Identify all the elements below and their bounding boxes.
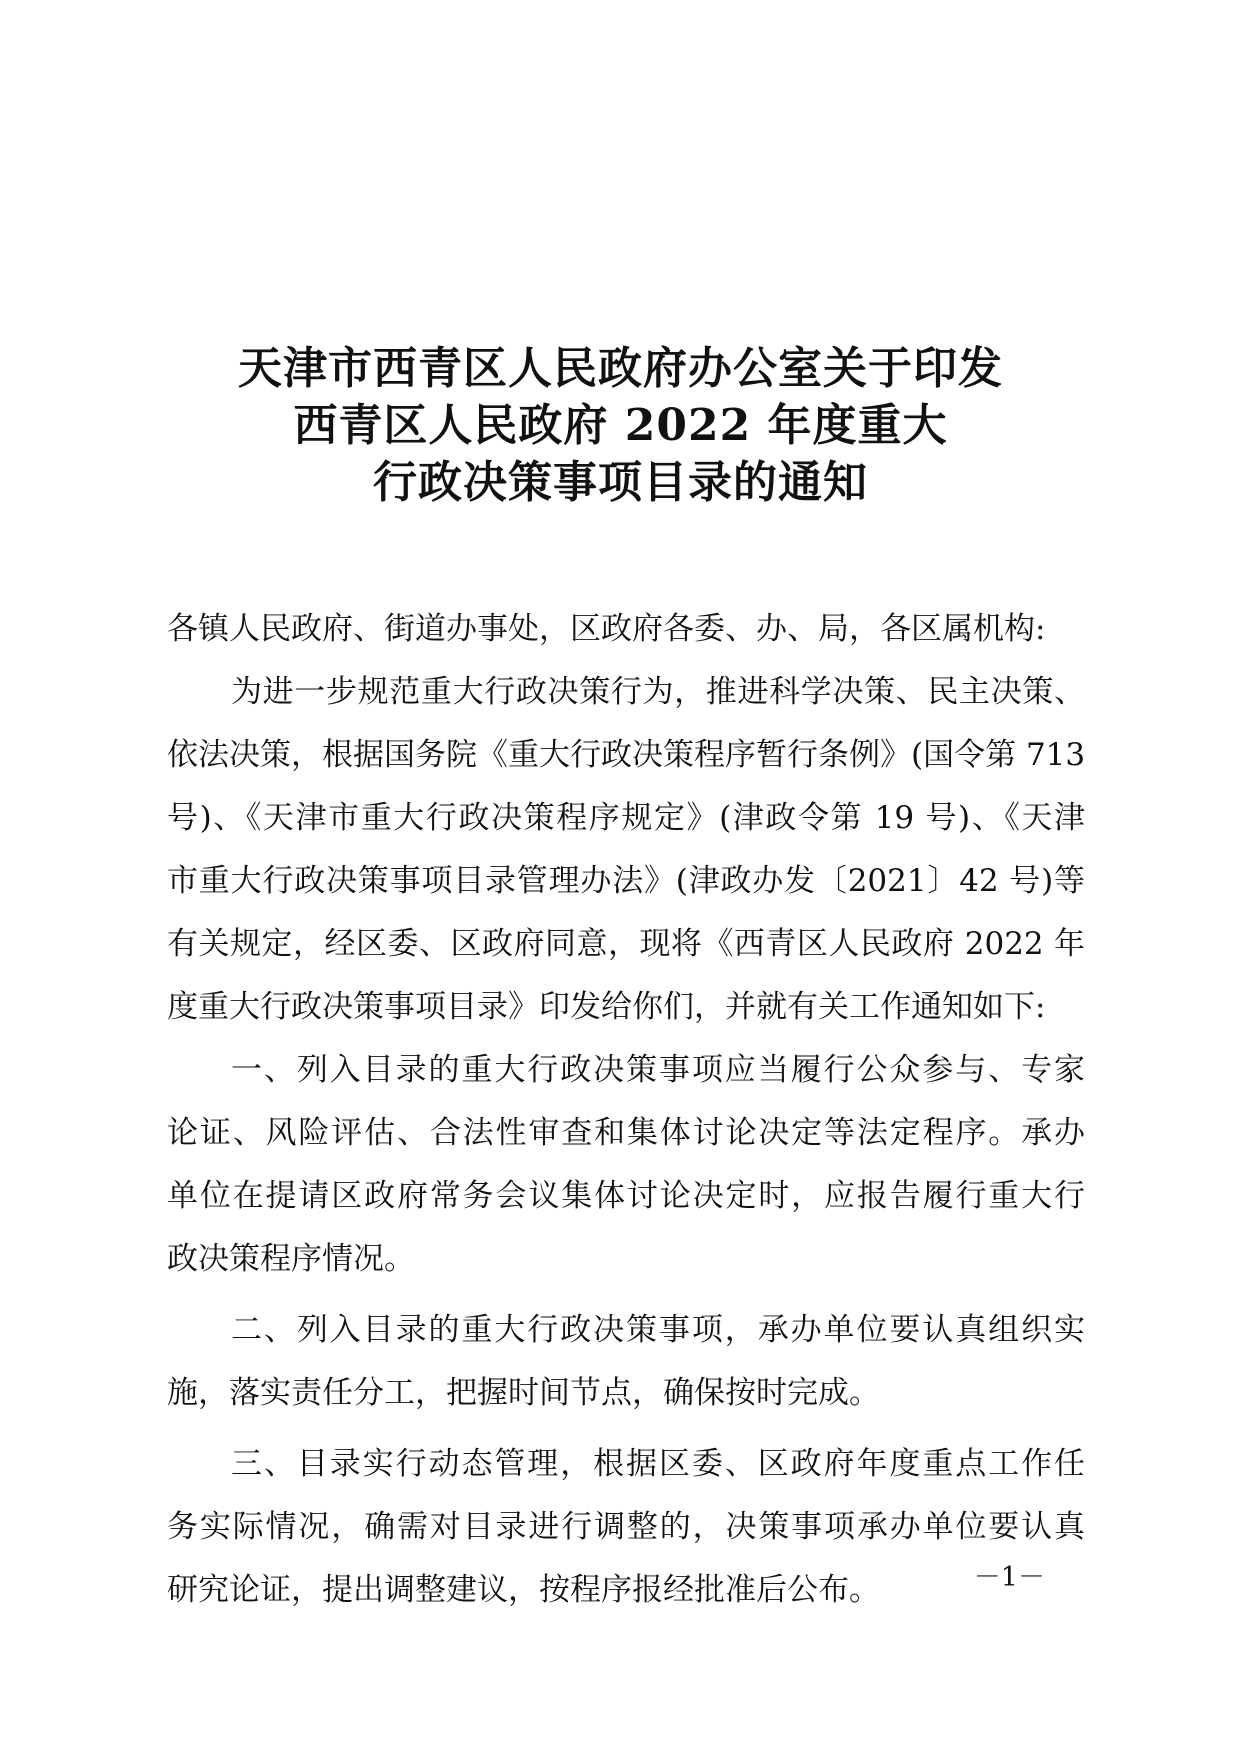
- paragraph-line: 三、目录实行动态管理，根据区委、区政府年度重点工作任: [231, 1446, 1085, 1482]
- paragraph-line: 施，落实责任分工，把握时间节点，确保按时完成。: [167, 1375, 880, 1411]
- paragraph-item-3: [167, 1433, 1085, 1622]
- paragraph-line: 一、列入目录的重大行政决策事项应当履行公众参与、专家: [231, 1052, 1085, 1088]
- document-title: [0, 340, 1241, 511]
- paragraph-line: 论证、风险评估、合法性审查和集体讨论决定等法定程序。承办: [167, 1115, 1085, 1151]
- paragraph-intro: [167, 661, 1085, 1039]
- paragraph-line: 为进一步规范重大行政决策行为，推进科学决策、民主决策、: [231, 674, 1085, 710]
- paragraph-item-2: [167, 1299, 1085, 1433]
- paragraph-line: 有关规定，经区委、区政府同意，现将《西青区人民政府 2022 年: [167, 926, 1085, 962]
- paragraph-line: 度重大行政决策事项目录》印发给你们，并就有关工作通知如下:: [167, 989, 1046, 1025]
- document-body: [167, 598, 1085, 1622]
- paragraph-line: 单位在提请区政府常务会议集体讨论决定时，应报告履行重大行: [167, 1178, 1085, 1214]
- paragraph-line: 二、列入目录的重大行政决策事项，承办单位要认真组织实: [231, 1312, 1085, 1348]
- paragraph-line: 依法决策，根据国务院《重大行政决策程序暂行条例》(国令第 713: [167, 737, 1086, 773]
- title-line-1: 天津市西青区人民政府办公室关于印发: [238, 343, 1003, 394]
- title-line-2: 西青区人民政府 2022 年度重大: [293, 400, 948, 451]
- paragraph-line: 号)、《天津市重大行政决策程序规定》(津政令第 19 号)、《天津: [167, 800, 1085, 836]
- addressee: 各镇人民政府、街道办事处，区政府各委、办、局，各区属机构:: [167, 611, 1046, 647]
- paragraph-line: 政决策程序情况。: [167, 1241, 415, 1277]
- paragraph-item-1: [167, 1039, 1085, 1299]
- title-line-3: 行政决策事项目录的通知: [373, 457, 868, 508]
- paragraph-line: 市重大行政决策事项目录管理办法》(津政办发〔2021〕42 号)等: [167, 863, 1085, 899]
- page-number: －1－: [973, 1562, 1045, 1593]
- paragraph-line: 研究论证，提出调整建议，按程序报经批准后公布。: [167, 1572, 880, 1608]
- paragraph-line: 务实际情况，确需对目录进行调整的，决策事项承办单位要认真: [167, 1509, 1085, 1545]
